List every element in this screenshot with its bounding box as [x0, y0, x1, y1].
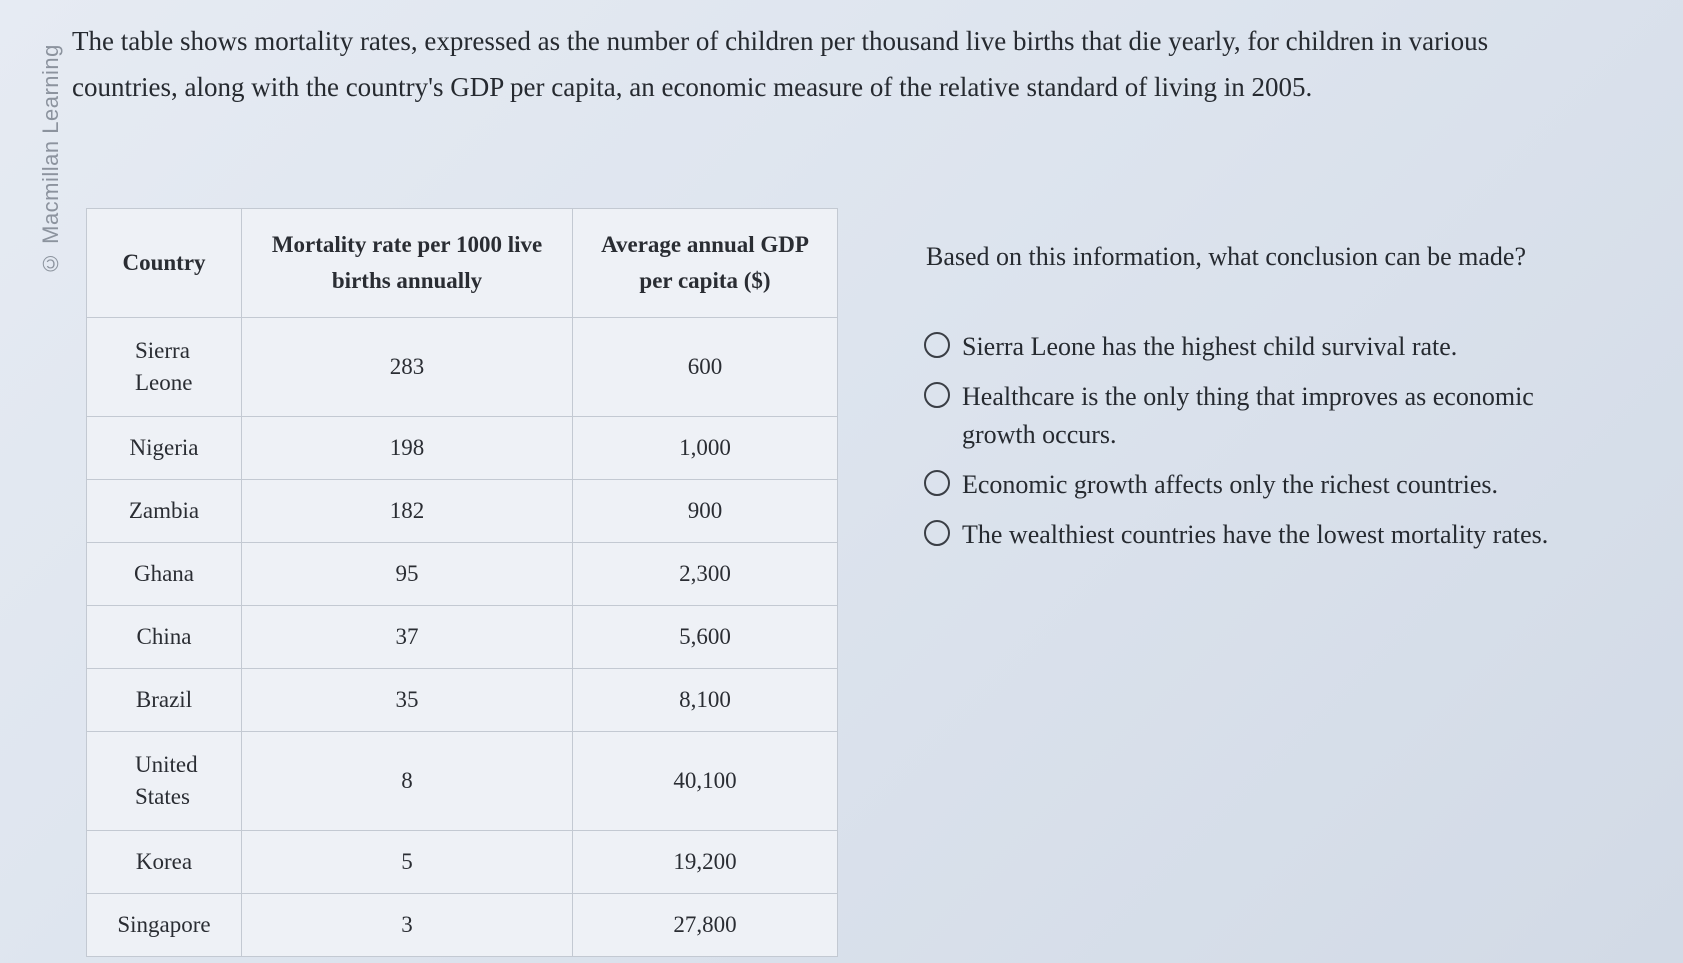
country-cell: Nigeria: [87, 417, 242, 480]
mortality-cell: 37: [242, 606, 573, 669]
table-row: [87, 318, 838, 417]
radio-button-icon[interactable]: [924, 470, 950, 496]
mortality-cell: 95: [242, 543, 573, 606]
answer-options: [924, 328, 1584, 566]
country-cell: Brazil: [87, 669, 242, 732]
radio-button-icon[interactable]: [924, 332, 950, 358]
answer-option-label: The wealthiest countries have the lowest mortality rates.: [962, 520, 1549, 549]
intro-text: The table shows mortality rates, expressed as the number of children per thousand live births that die yearly, for children in various countries, along with the country's GDP per capita, an economic measure of the relative standard of living in 2005.: [72, 26, 1489, 102]
answer-option-label: Economic growth affects only the richest countries.: [962, 470, 1498, 499]
country-cell: Zambia: [87, 480, 242, 543]
mortality-cell: 182: [242, 480, 573, 543]
gdp-cell: 40,100: [573, 732, 838, 831]
answer-option-label: Sierra Leone has the highest child survival rate.: [962, 332, 1458, 361]
header-gdp: Average annual GDP per capita ($): [573, 209, 838, 318]
country-cell: Singapore: [87, 894, 242, 957]
gdp-cell: 2,300: [573, 543, 838, 606]
table-row: [87, 894, 838, 957]
table-row: [87, 669, 838, 732]
mortality-cell: 3: [242, 894, 573, 957]
table-row: [87, 606, 838, 669]
answer-option-label: Healthcare is the only thing that improves as economic growth occurs.: [962, 382, 1534, 449]
table-row: [87, 417, 838, 480]
radio-button-icon[interactable]: [924, 382, 950, 408]
table-row: [87, 831, 838, 894]
gdp-cell: 19,200: [573, 831, 838, 894]
copyright-watermark: © Macmillan Learning: [38, 44, 63, 276]
table-row: [87, 732, 838, 831]
country-cell: Korea: [87, 831, 242, 894]
mortality-cell: 283: [242, 318, 573, 417]
table-row: [87, 543, 838, 606]
gdp-cell: 600: [573, 318, 838, 417]
mortality-gdp-table: [86, 208, 838, 957]
gdp-cell: 1,000: [573, 417, 838, 480]
table-header-row: [87, 209, 838, 318]
country-cell: United States: [87, 732, 242, 831]
table-row: [87, 480, 838, 543]
gdp-cell: 5,600: [573, 606, 838, 669]
question-prompt: Based on this information, what conclusion can be made?: [926, 242, 1527, 271]
radio-button-icon[interactable]: [924, 520, 950, 546]
answer-option-d[interactable]: [924, 516, 1584, 554]
country-cell: China: [87, 606, 242, 669]
mortality-cell: 198: [242, 417, 573, 480]
country-cell: Sierra Leone: [87, 318, 242, 417]
answer-option-c[interactable]: [924, 466, 1584, 504]
gdp-cell: 8,100: [573, 669, 838, 732]
mortality-cell: 5: [242, 831, 573, 894]
country-cell: Ghana: [87, 543, 242, 606]
gdp-cell: 27,800: [573, 894, 838, 957]
mortality-cell: 8: [242, 732, 573, 831]
answer-option-a[interactable]: [924, 328, 1584, 366]
gdp-cell: 900: [573, 480, 838, 543]
header-mortality: Mortality rate per 1000 live births annually: [242, 209, 573, 318]
header-country: Country: [87, 209, 242, 318]
mortality-cell: 35: [242, 669, 573, 732]
answer-option-b[interactable]: [924, 378, 1584, 454]
